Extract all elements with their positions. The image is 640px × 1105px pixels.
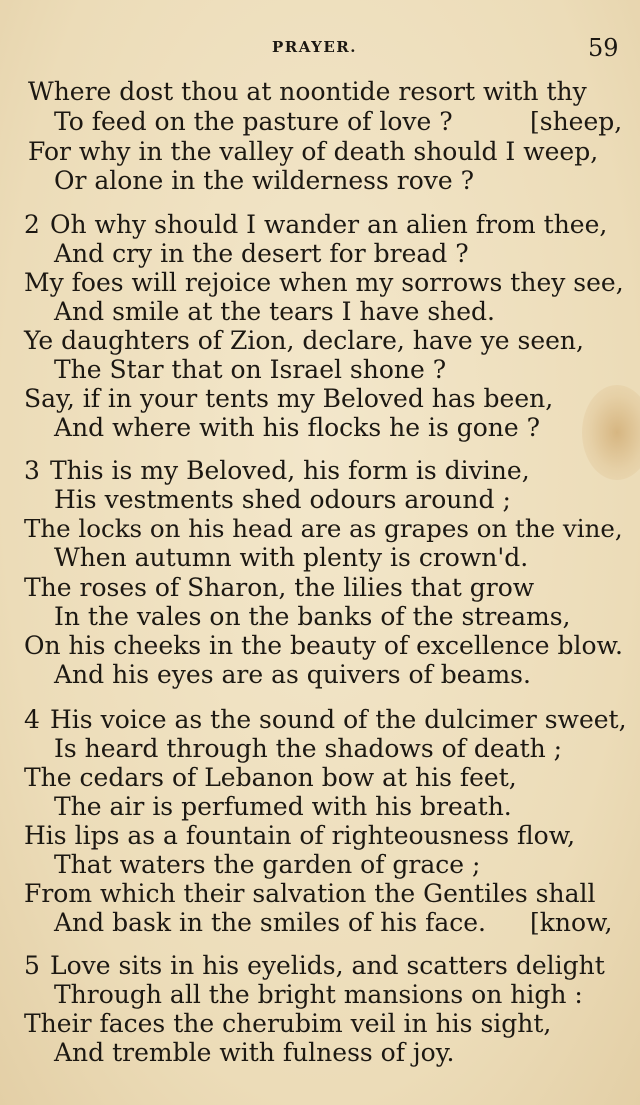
verse-line: His vestments shed odours around ; — [54, 485, 511, 514]
verse-line: The Star that on Israel shone ? — [54, 355, 447, 384]
verse-line: Is heard through the shadows of death ; — [54, 734, 563, 763]
verse-line — [24, 210, 607, 239]
verse-line: The roses of Sharon, the lilies that grow — [24, 573, 535, 602]
verse-line-text: Oh why should I wander an alien from thee, — [50, 210, 608, 239]
verse-line-turnover: [sheep, — [530, 107, 623, 136]
stanza-number: 5 — [24, 951, 40, 980]
verse-line: To feed on the pasture of love ? — [54, 107, 453, 136]
page-number: 59 — [588, 34, 619, 62]
verse-line — [24, 705, 627, 734]
verse-line: Ye daughters of Zion, declare, have ye seen, — [24, 326, 584, 355]
stanza-number: 3 — [24, 456, 40, 485]
stanza-number: 4 — [24, 705, 40, 734]
verse-line: His lips as a fountain of righteousness flow, — [24, 821, 576, 850]
stanza-number: 2 — [24, 210, 40, 239]
verse-line: For why in the valley of death should I weep, — [28, 137, 599, 166]
verse-line-text: His voice as the sound of the dulcimer sweet, — [50, 705, 627, 734]
verse-line: And bask in the smiles of his face. — [54, 908, 486, 937]
verse-line: And cry in the desert for bread ? — [54, 239, 469, 268]
page-header — [0, 34, 640, 64]
verse-line: And where with his flocks he is gone ? — [54, 413, 541, 442]
verse-line: And tremble with fulness of joy. — [54, 1038, 455, 1067]
verse-line: Where dost thou at noontide resort with thy — [28, 77, 587, 106]
verse-line: That waters the garden of grace ; — [54, 850, 481, 879]
verse-line: When autumn with plenty is crown'd. — [54, 543, 529, 572]
verse-line: Say, if in your tents my Beloved has been, — [24, 384, 554, 413]
paper-stain — [582, 385, 640, 480]
verse-line-text: This is my Beloved, his form is divine, — [50, 456, 530, 485]
verse-line: And his eyes are as quivers of beams. — [54, 660, 531, 689]
running-title: PRAYER. — [272, 38, 357, 56]
verse-line: And smile at the tears I have shed. — [54, 297, 496, 326]
verse-line: Through all the bright mansions on high : — [54, 980, 583, 1009]
verse-line: Their faces the cherubim veil in his sight, — [24, 1009, 552, 1038]
verse-line: On his cheeks in the beauty of excellence blow. — [24, 631, 623, 660]
verse-line: My foes will rejoice when my sorrows they see, — [24, 268, 624, 297]
verse-line: The air is perfumed with his breath. — [54, 792, 512, 821]
verse-line: In the vales on the banks of the streams, — [54, 602, 571, 631]
verse-line: The cedars of Lebanon bow at his feet, — [24, 763, 517, 792]
verse-line-turnover: [know, — [530, 908, 613, 937]
verse-line — [24, 456, 530, 485]
verse-line: From which their salvation the Gentiles shall — [24, 879, 596, 908]
verse-line: The locks on his head are as grapes on the vine, — [24, 514, 623, 543]
verse-line: Or alone in the wilderness rove ? — [54, 166, 475, 195]
verse-line — [24, 951, 605, 980]
verse-line-text: Love sits in his eyelids, and scatters delight — [50, 951, 605, 980]
